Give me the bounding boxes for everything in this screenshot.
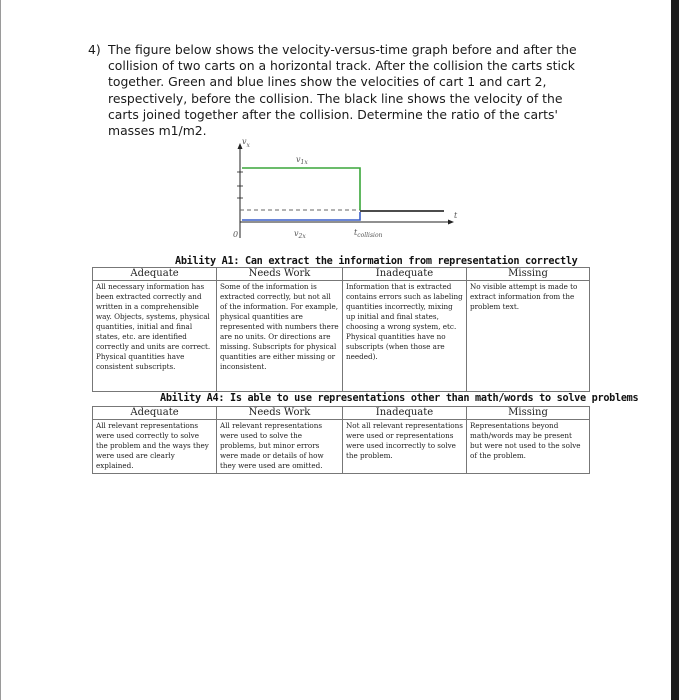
v2-label: $v_{2x}$: [294, 229, 306, 240]
table-a1: [92, 267, 590, 392]
cart1-velocity-line: [242, 168, 360, 210]
table-a1-cell-inadequate: Information that is extracted contains errors such as labeling quantities incorrectly, mixing up initial and final states, choosing a wrong system, etc. Physical quantities have no subscripts (when those are needed).: [343, 281, 467, 392]
table-a4-header-missing: Missing: [467, 407, 590, 420]
table-a4-header-inadequate: Inadequate: [343, 407, 467, 420]
table-a1-cell-adequate: All necessary information has been extracted correctly and written in a comprehensible way. Objects, systems, physical quantities, initial and final states, etc. are identified correctly and units are correct. Physical quantities have consistent subscripts.: [93, 281, 217, 392]
table-a4-cell-adequate: All relevant representations were used correctly to solve the problem and the ways they were used are clearly explained.: [93, 420, 217, 474]
v1-label: $v_{1x}$: [296, 155, 308, 166]
velocity-time-graph: [214, 134, 474, 246]
table-a1-title: Ability A1: Can extract the information from representation correctly: [175, 256, 578, 267]
origin-label: 0: [233, 230, 239, 239]
x-axis-label: t: [454, 211, 458, 220]
x-axis-arrow: [448, 220, 454, 225]
y-axis-label: $v_x$: [242, 137, 250, 149]
question-text: The figure below shows the velocity-versus-time graph before and after the collision of two carts on a horizontal track. After the collision the carts stick together. Green and blue lines show the velocities of cart 1 and cart 2, respectively, before the collision. The black line shows the velocity of the carts joined together after the collision. Determine the ratio of the carts' masses m1/m2.: [108, 42, 577, 139]
table-a4-title: Ability A4: Is able to use representations other than math/words to solve problems: [160, 393, 639, 404]
table-a4: [92, 406, 590, 474]
table-a1-header-missing: Missing: [467, 268, 590, 281]
question: [88, 42, 578, 139]
table-a1-cell-missing: No visible attempt is made to extract information from the problem text.: [467, 281, 590, 392]
table-a4-header-needs-work: Needs Work: [217, 407, 343, 420]
table-a1-header-inadequate: Inadequate: [343, 268, 467, 281]
table-a4-cell-needs-work: All relevant representations were used to solve the problems, but minor errors were made or details of how they were used are omitted.: [217, 420, 343, 474]
left-edge: [0, 0, 1, 700]
table-a4-cell-inadequate: Not all relevant representations were used or representations were used incorrectly to solve the problem.: [343, 420, 467, 474]
table-a1-header-needs-work: Needs Work: [217, 268, 343, 281]
scrollbar[interactable]: [671, 0, 679, 700]
table-a4-cell-missing: Representations beyond math/words may be present but were not used to the solve of the problem.: [467, 420, 590, 474]
cart2-velocity-line: [242, 212, 360, 220]
collision-label: $t_{collision}$: [354, 228, 383, 239]
table-a1-cell-needs-work: Some of the information is extracted correctly, but not all of the information. For example, physical quantities are represented with numbers there are no units. Or directions are missing. Subscripts for physical quantities are either missing or inconsistent.: [217, 281, 343, 392]
table-a1-header-adequate: Adequate: [93, 268, 217, 281]
table-a4-header-adequate: Adequate: [93, 407, 217, 420]
question-number: 4): [88, 42, 101, 57]
